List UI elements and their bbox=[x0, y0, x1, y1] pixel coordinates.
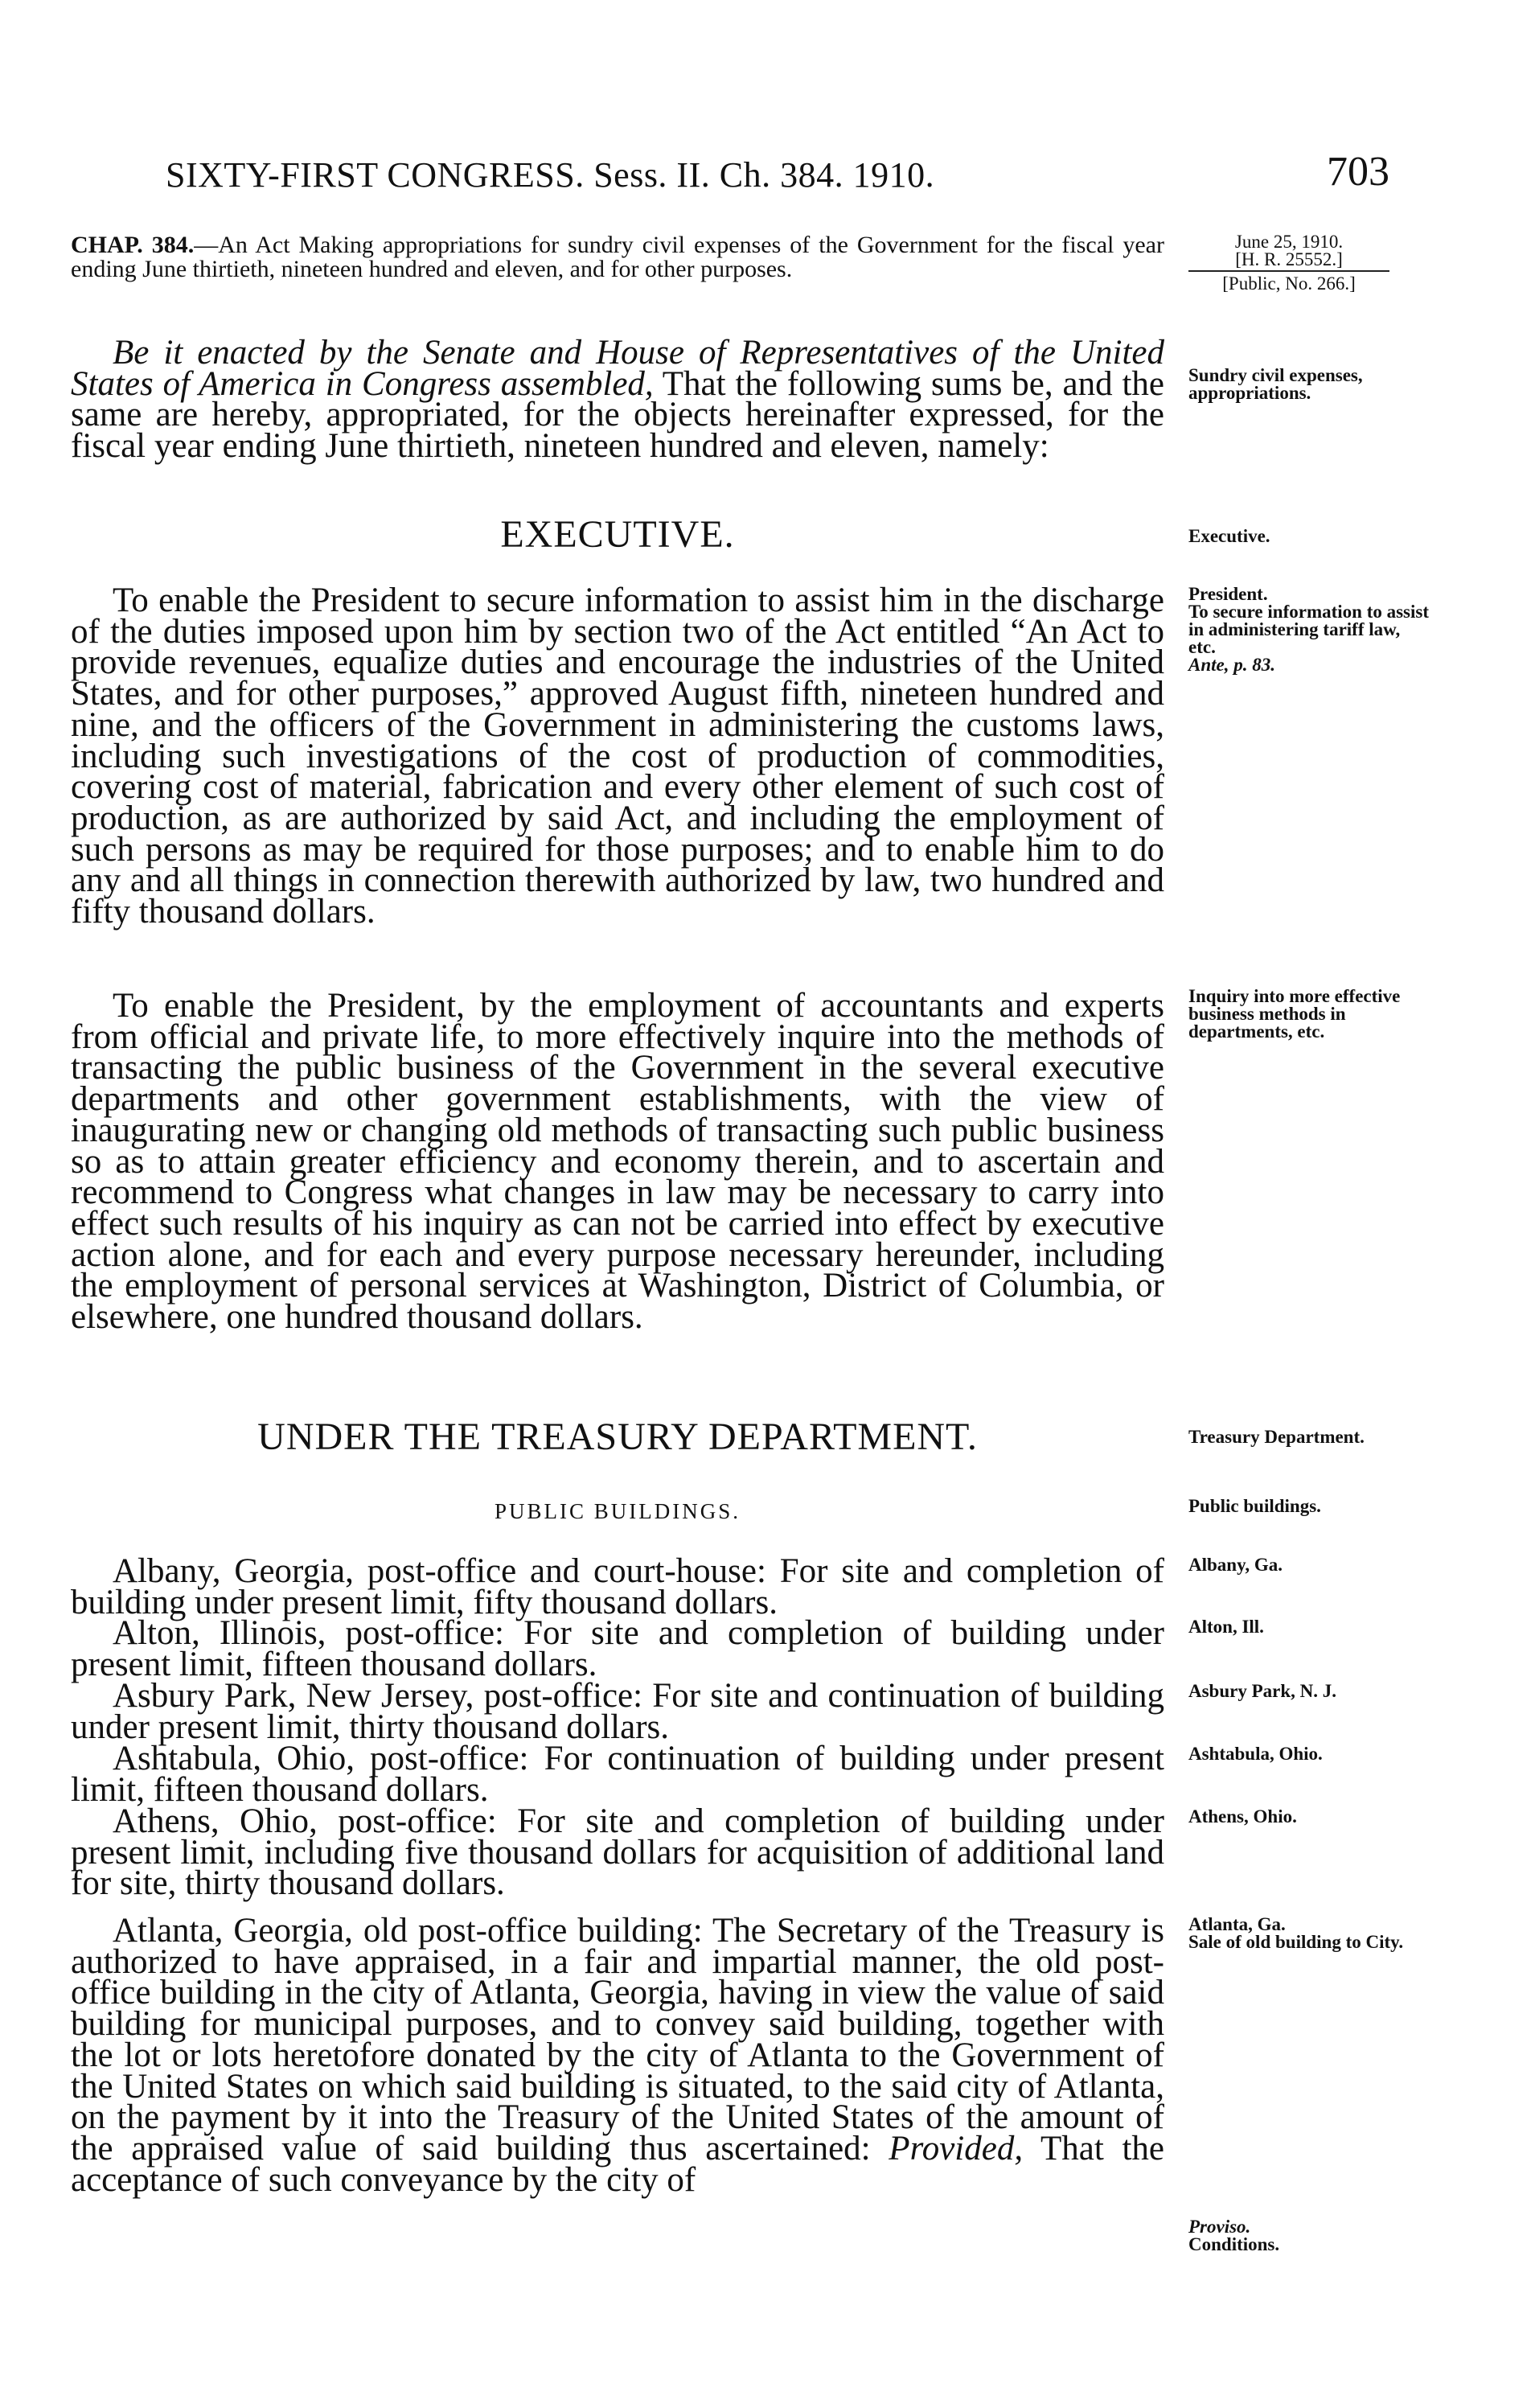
executive-paragraph-1: To enable the President to secure information to assist him in the discharge of the duties imposed upon him by section two of the Act entitled “An Act to provide revenues, equalize duties and encourage the industries of the United States, and for other purposes,” approved August fifth, nineteen hundred and nine, and the officers of the Government in administering the customs laws, including such investigations of the cost of production of commodities, covering cost of material, fabrication and every other element of such cost of production, as are authorized by said Act, and including the employment of such persons as may be required for those purposes; and to enable him to do any and all things in connection therewith authorized by law, two hundred and fifty thousand dollars. bbox=[71, 581, 1164, 931]
chapter-title: —An Act Making appropriations for sundry civil expenses of the Government for the fiscal year ending June thirtieth, nineteen hundred and eleven, and for other purposes. bbox=[71, 232, 1164, 282]
chapter-label: CHAP. 384. bbox=[71, 232, 195, 258]
item-alton: Alton, Illinois, post-office: For site and completion of building under present limit, fifteen thousand dollars. bbox=[71, 1614, 1164, 1683]
item-asbury-park: Asbury Park, New Jersey, post-office: For site and continuation of building under present limit, thirty thousand dollars. bbox=[71, 1677, 1164, 1746]
margin-conditions: Conditions. bbox=[1188, 2234, 1280, 2254]
margin-atlanta-label: Atlanta, Ga. bbox=[1188, 1914, 1286, 1934]
margin-ante-ref: Ante, p. 83. bbox=[1188, 655, 1275, 675]
enacting-clause-italic: Be it enacted by the Senate and House of Representatives of the United States of America in Congress assembled, bbox=[71, 334, 1164, 403]
margin-bill-number: [H. R. 25552.] bbox=[1235, 249, 1343, 269]
chapter-caption bbox=[71, 233, 1164, 281]
proviso-text: That the acceptance of such conveyance by the city of bbox=[71, 2129, 1164, 2199]
margin-public-law: [Public, No. 266.] bbox=[1188, 270, 1389, 293]
executive-paragraph-2: To enable the President, by the employment of accountants and experts from official and private life, to more effectively inquire into the methods of transacting the public business of the Government in the several executive departments and other government establishments, with the view of inaugurating new or changing old methods of transacting such public business so as to attain greater efficiency and economy therein, and to ascertain and recommend to Congress what changes in law may be necessary to carry into effect such results of his inquiry as can not be carried into effect by executive action alone, and for each and every purpose necessary hereunder, including the employment of personal services at Washington, District of Columbia, or elsewhere, one hundred thousand dollars. bbox=[71, 987, 1164, 1337]
margin-proviso-label: Proviso. bbox=[1188, 2217, 1251, 2237]
enacting-clause-text: That the following sums be, and the same are hereby, appropriated, for the objects hereinafter expressed, for the fiscal year ending June thirtieth, nineteen hundred and eleven, namely: bbox=[71, 364, 1165, 466]
item-athens: Athens, Ohio, post-office: For site and completion of building under present limit, including five thousand dollars for acquisition of additional land for site, thirty thousand dollars. bbox=[71, 1802, 1164, 1903]
margin-atlanta bbox=[1188, 1916, 1430, 1951]
margin-secure-info: To secure information to assist in administering tariff law, etc. bbox=[1188, 602, 1429, 657]
margin-executive: Executive. bbox=[1188, 526, 1270, 546]
margin-asbury: Asbury Park, N. J. bbox=[1188, 1681, 1337, 1701]
margin-inquiry: Inquiry into more effective business methods in departments, etc. bbox=[1188, 986, 1401, 1042]
margin-alton: Alton, Ill. bbox=[1188, 1617, 1264, 1637]
margin-athens: Athens, Ohio. bbox=[1188, 1806, 1297, 1827]
margin-president-label: President. bbox=[1188, 584, 1268, 604]
public-buildings-subheading: PUBLIC BUILDINGS. bbox=[494, 1499, 741, 1523]
proviso-italic: Provided, bbox=[889, 2129, 1024, 2168]
margin-ashtabula: Ashtabula, Ohio. bbox=[1188, 1744, 1323, 1764]
item-albany: Albany, Georgia, post-office and court-house: For site and completion of building under present limit, fifty thousand dollars. bbox=[71, 1552, 1164, 1621]
running-head: SIXTY-FIRST CONGRESS. Sess. II. Ch. 384. 1910. bbox=[166, 155, 935, 195]
treasury-heading: UNDER THE TREASURY DEPARTMENT. bbox=[257, 1416, 978, 1458]
margin-date-block bbox=[1188, 233, 1389, 293]
margin-albany: Albany, Ga. bbox=[1188, 1555, 1283, 1575]
margin-sundry: Sundry civil expenses, appropriations. bbox=[1188, 365, 1363, 403]
item-atlanta bbox=[71, 1912, 1164, 2199]
margin-public-buildings: Public buildings. bbox=[1188, 1496, 1321, 1516]
margin-proviso bbox=[1188, 2218, 1430, 2254]
enacting-clause bbox=[71, 334, 1165, 466]
item-ashtabula: Ashtabula, Ohio, post-office: For continuation of building under present limit, fifteen thousand dollars. bbox=[71, 1740, 1164, 1809]
atlanta-text: Atlanta, Georgia, old post-office building: The Secretary of the Treasury is authorized to have appraised, in a fair and impartial manner, the old post-office building in the city of Atlanta, Georgia, having in view the value of said building for municipal purposes, and to convey said building, together with the lot or lots heretofore donated by the city of Atlanta to the Government of the United States on which said building is situated, to the said city of Atlanta, on the payment by it into the Treasury of the United States of the amount of the appraised value of said building thus ascertained: bbox=[71, 1912, 1164, 2168]
margin-date: June 25, 1910. bbox=[1234, 232, 1344, 252]
page-number: 703 bbox=[1327, 149, 1389, 195]
margin-atlanta-sale: Sale of old building to City. bbox=[1188, 1932, 1404, 1952]
executive-heading: EXECUTIVE. bbox=[500, 513, 735, 556]
margin-treasury: Treasury Department. bbox=[1188, 1427, 1365, 1447]
margin-president bbox=[1188, 586, 1430, 674]
